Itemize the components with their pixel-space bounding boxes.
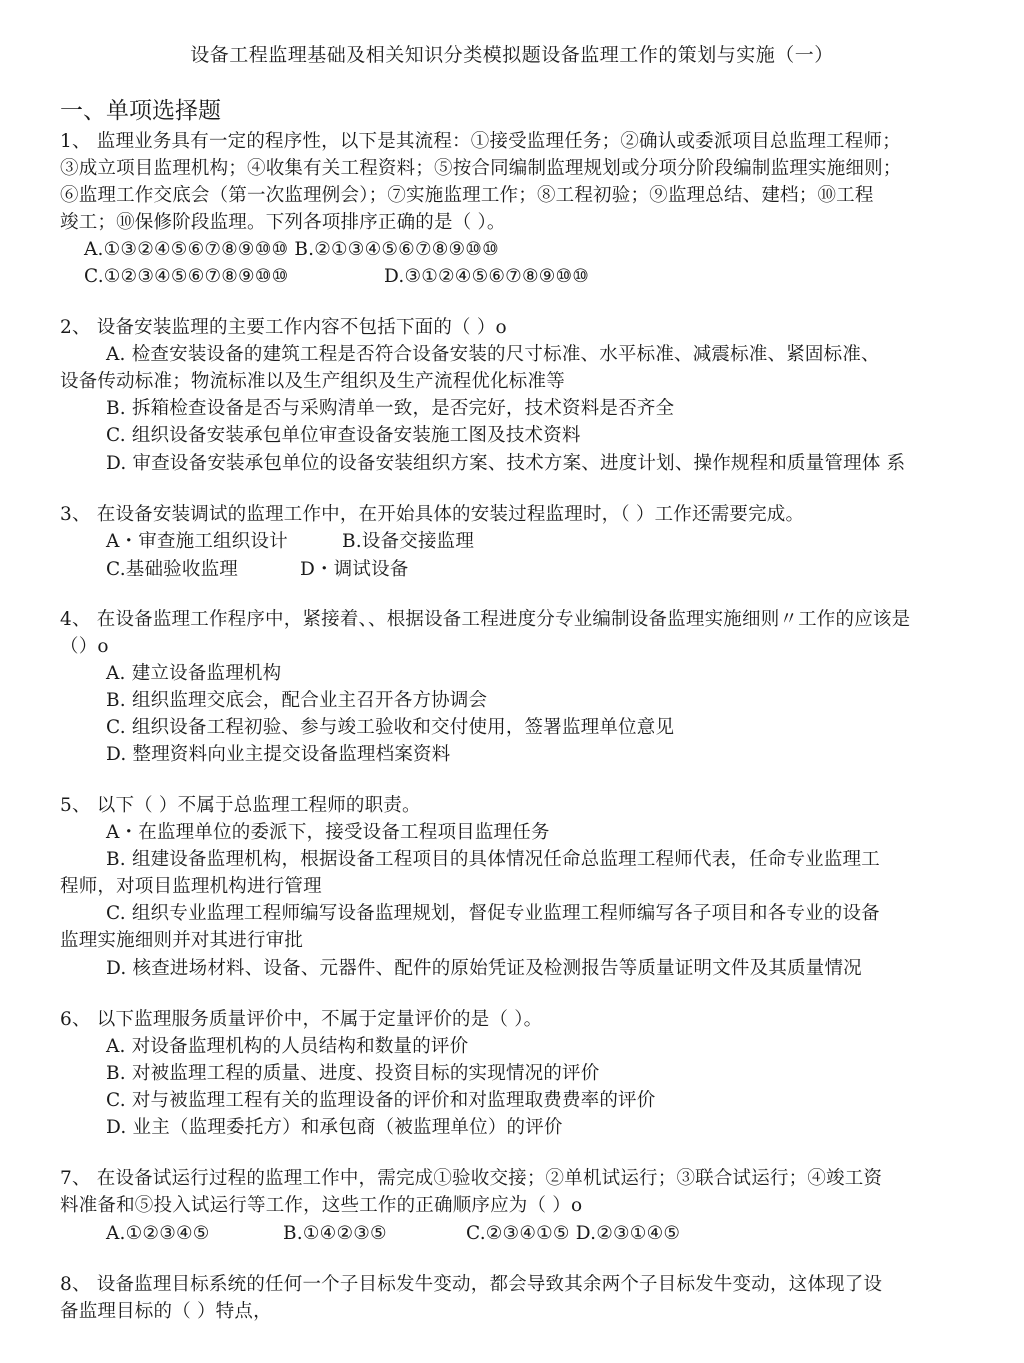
question-6-option-c: C. 对与被监理工程有关的监理设备的评价和对监理取费费率的评价 [106,1090,656,1111]
question-5-option-b-line-1: B. 组建设备监理机构，根据设备工程项目的具体情况任命总监理工程师代表，任命专业监理工 [106,849,880,870]
question-7-options-cd: C.②③④①⑤ D.②③①④⑤ [466,1223,681,1244]
question-1-options-ab: A.①③②④⑤⑥⑦⑧⑨⑩⑩ B.②①③④⑤⑥⑦⑧⑨⑩⑩ [84,239,499,260]
question-6-option-d: D. 业主（监理委托方）和承包商（被监理单位）的评价 [106,1117,563,1138]
question-3-option-d: D・调试设备 [300,559,409,580]
question-7-line-1: 7、 在设备试运行过程的监理工作中，需完成①验收交接；②单机试运行；③联合试运行；④竣工资 [60,1168,883,1189]
question-4-option-d: D. 整理资料向业主提交设备监理档案资料 [106,744,451,765]
question-1-line-2: ③成立项目监理机构；④收集有关工程资料；⑤按合同编制监理规划或分项分阶段编制监理实施细则； [60,158,902,179]
question-3-option-a: A・审查施工组织设计 [106,531,288,552]
section-heading: 一、单项选择题 [60,98,221,124]
question-2-option-a-line-2: 设备传动标准；物流标准以及生产组织及生产流程优化标准等 [60,371,565,392]
question-7-option-a: A.①②③④⑤ [106,1223,210,1244]
question-4-option-b: B. 组织监理交底会，配合业主召开各方协调会 [106,690,488,711]
question-5-option-b-line-2: 程师，对项目监理机构进行管理 [60,876,322,897]
question-1-option-d: D.③①②④⑤⑥⑦⑧⑨⑩⑩ [384,266,590,287]
question-1-line-1: 1、 监理业务具有一定的程序性，以下是其流程：①接受监理任务；②确认或委派项目总监理工程师； [60,131,901,152]
question-2-option-a-line-1: A. 检查安装设备的建筑工程是否符合设备安装的尺寸标准、水平标准、减震标准、紧固标准、 [106,344,880,365]
question-4-line-2: （）o [60,636,109,657]
question-5-option-d: D. 核查进场材料、设备、元器件、配件的原始凭证及检测报告等质量证明文件及其质量情况 [106,958,862,979]
question-6-option-b: B. 对被监理工程的质量、进度、投资目标的实现情况的评价 [106,1063,600,1084]
question-3-stem: 3、 在设备安装调试的监理工作中，在开始具体的安装过程监理时，（ ）工作还需要完成。 [60,504,805,525]
question-4-option-a: A. 建立设备监理机构 [106,663,282,684]
question-2-option-c: C. 组织设备安装承包单位审查设备安装施工图及技术资料 [106,425,581,446]
question-3-option-b: B.设备交接监理 [342,531,475,552]
question-5-option-c-line-2: 监理实施细则并对其进行审批 [60,930,304,951]
question-6-stem: 6、 以下监理服务质量评价中，不属于定量评价的是（ ）。 [60,1009,543,1030]
question-8-line-1: 8、 设备监理目标系统的任何一个子目标发牛变动，都会导致其余两个子目标发牛变动，这体现了设 [60,1274,883,1295]
question-7-line-2: 料准备和⑤投入试运行等工作，这些工作的正确顺序应为（ ）o [60,1195,583,1216]
question-2-stem: 2、 设备安装监理的主要工作内容不包括下面的（ ）o [60,317,507,338]
question-4-line-1: 4、 在设备监理工作程序中，紧接着、、根据设备工程进度分专业编制设备监理实施细则〃工作的应该是 [60,609,911,630]
question-1-line-4: 竣工；⑩保修阶段监理。下列各项排序正确的是（ ）。 [60,212,506,233]
question-5-option-c-line-1: C. 组织专业监理工程师编写设备监理规划，督促专业监理工程师编写各子项目和各专业的设备 [106,903,880,924]
question-3-option-c: C.基础验收监理 [106,559,238,580]
question-1-line-3: ⑥监理工作交底会（第一次监理例会）；⑦实施监理工作；⑧工程初验；⑨监理总结、建档；⑩工程 [60,185,874,206]
question-2-option-b: B. 拆箱检查设备是否与采购清单一致，是否完好，技术资料是否齐全 [106,398,675,419]
question-5-option-a: A・在监理单位的委派下，接受设备工程项目监理任务 [106,822,550,843]
question-8-line-2: 备监理目标的（ ）特点， [60,1301,272,1322]
question-4-option-c: C. 组织设备工程初验、参与竣工验收和交付使用，签署监理单位意见 [106,717,675,738]
question-7-option-b: B.①④②③⑤ [283,1223,387,1244]
question-6-option-a: A. 对设备监理机构的人员结构和数量的评价 [106,1036,469,1057]
question-5-stem: 5、 以下（ ）不属于总监理工程师的职责。 [60,795,421,816]
document-title: 设备工程监理基础及相关知识分类模拟题设备监理工作的策划与实施（一） [190,44,834,66]
question-2-option-d: D. 审查设备安装承包单位的设备安装组织方案、技术方案、进度计划、操作规程和质量管理体 系 [106,453,906,474]
question-1-option-c: C.①②③④⑤⑥⑦⑧⑨⑩⑩ [84,266,289,287]
